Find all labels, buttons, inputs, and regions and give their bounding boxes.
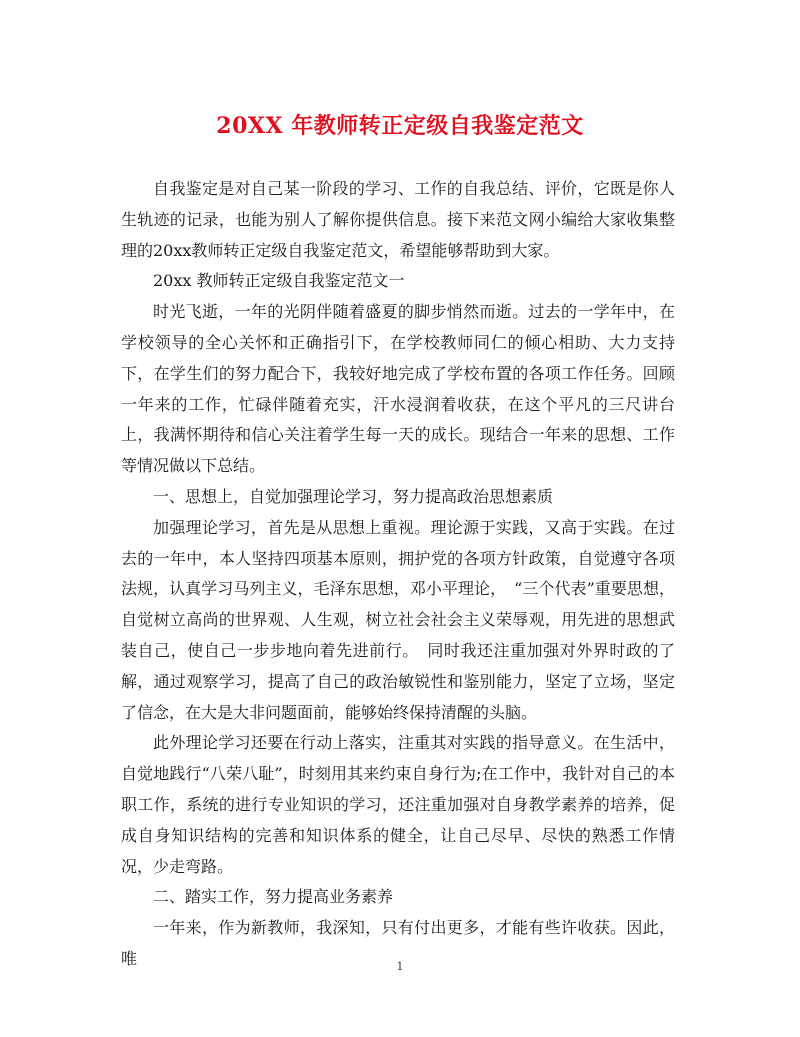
section-heading-ideology: 一、思想上，自觉加强理论学习，努力提高政治思想素质 (153, 486, 554, 506)
body-paragraph: 加强理论学习，首先是从思想上重视。理论源于实践，又高于实践。在过去的一年中，本人坚持四项基本原则，拥护党的各项方针政策，自觉遵守各项法规，认真学习马列主义，毛泽东思想，邓小平理论， “三个代表”重要思想，自觉树立高尚的世界观、人生观，树立社会社会主义荣辱观，用先进的思想武装自己，使自己一步步地向着先进前行。 同时我还注重加强对外界时政的了解，通过观察学习，提高了自己的政治敏锐性和鉴别能力，坚定了立场，坚定了信念，在大是大非问题面前，能够始终保持清醒的头脑。 (121, 517, 675, 722)
document-body (121, 174, 675, 975)
document-title: 20XX 年教师转正定级自我鉴定范文 (216, 113, 584, 139)
intro-paragraph: 自我鉴定是对自己某一阶段的学习、工作的自我总结、评价，它既是你人生轨迹的记录，也能为别人了解你提供信息。接下来范文网小编给大家收集整理的20xx教师转正定级自我鉴定范文，希望能够帮助到大家。 (121, 179, 675, 260)
body-paragraph: 此外理论学习还要在行动上落实，注重其对实践的指导意义。在生活中，自觉地践行“八荣八耻”，时刻用其来约束自身行为;在工作中，我针对自己的本职工作，系统的进行专业知识的学习，还注重加强对自身教学素养的培养，促成自身知识结构的完善和知识体系的健全，让自己尽早、尽快的熟悉工作情况，少走弯路。 (121, 733, 675, 876)
page-number: 1 (396, 960, 404, 973)
body-paragraph: 一年来，作为新教师，我深知，只有付出更多，才能有些许收获。因此，唯 (121, 918, 675, 968)
section-heading-work: 二、踏实工作，努力提高业务素养 (153, 887, 394, 907)
section-heading-sample-one: 20xx 教师转正定级自我鉴定范文一 (153, 271, 405, 291)
body-paragraph: 时光飞逝，一年的光阴伴随着盛夏的脚步悄然而逝。过去的一学年中，在学校领导的全心关怀和正确指引下，在学校教师同仁的倾心相助、大力支持下，在学生们的努力配合下，我较好地完成了学校布置的各项工作任务。回顾一年来的工作，忙碌伴随着充实，汗水浸润着收获，在这个平凡的三尺讲台上，我满怀期待和信心关注着学生每一天的成长。现结合一年来的思想、工作等情况做以下总结。 (121, 302, 675, 476)
